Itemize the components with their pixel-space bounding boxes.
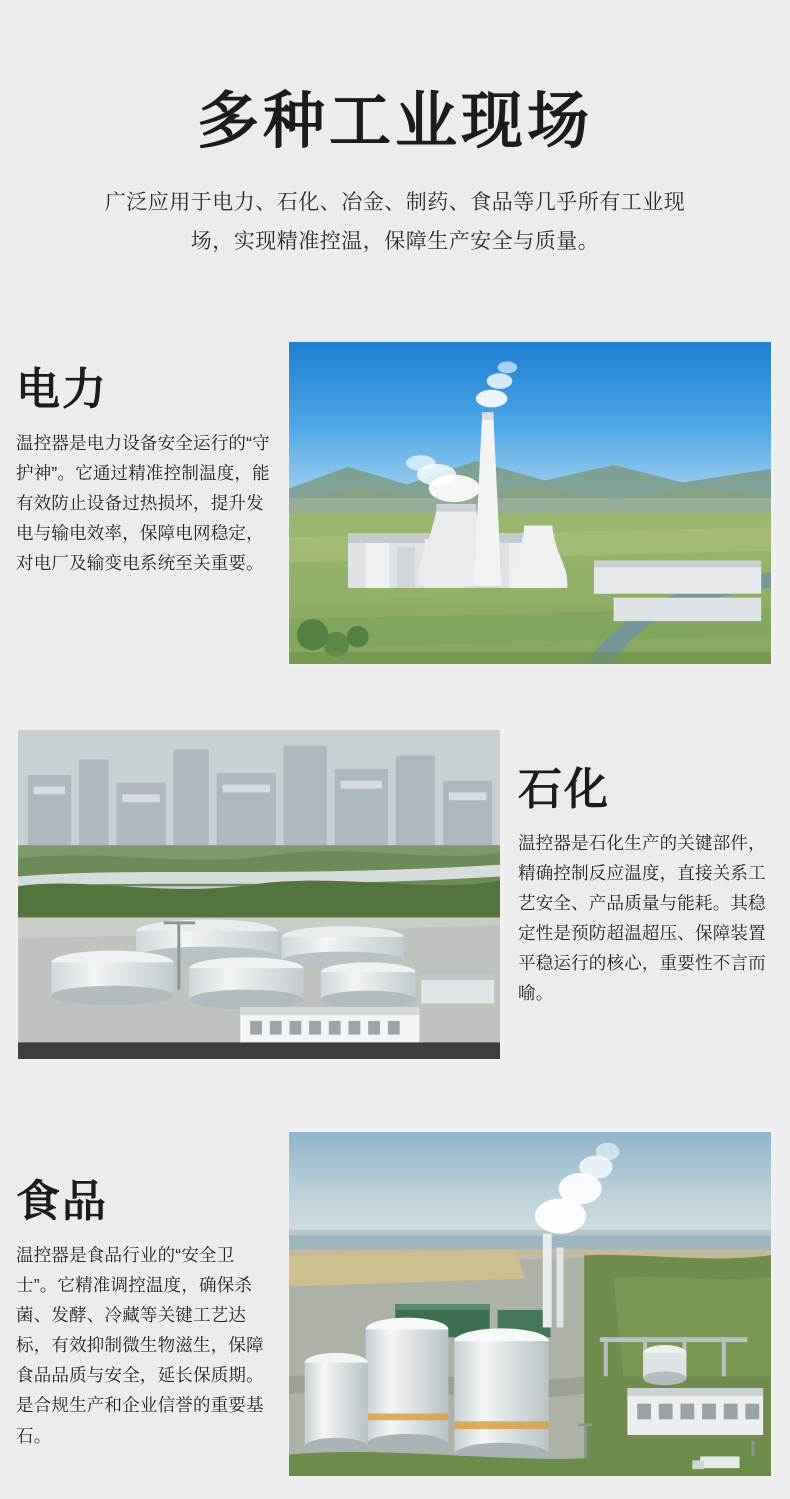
section-power-text — [16, 365, 272, 578]
section-petro-body: 温控器是石化生产的关键部件，精确控制反应温度，直接关系工艺安全、产品质量与能耗。其稳定性是预防超温超压、保障装置平稳运行的核心，重要性不言而喻。 — [518, 833, 766, 1004]
power-plant-artwork — [289, 342, 771, 664]
section-food-body: 温控器是食品行业的“安全卫士”。它精准调控温度，确保杀菌、发酵、冷藏等关键工艺达标，有效抑制微生物滋生，保障食品品质与安全，延长保质期。是合规生产和企业信誉的重要基石。 — [16, 1245, 264, 1446]
page-subtitle: 广泛应用于电力、石化、冶金、制药、食品等几乎所有工业现场，实现精准控温，保障生产安全与质量。 — [104, 191, 686, 254]
page-title: 多种工业现场 — [196, 87, 593, 156]
section-petro-title: 石化 — [518, 765, 610, 814]
section-petro — [0, 726, 790, 1063]
section-food-image — [285, 1128, 775, 1480]
section-food — [0, 1128, 790, 1480]
section-power-title: 电力 — [16, 365, 108, 414]
power-plant-photo — [289, 342, 771, 664]
section-petro-image — [14, 726, 504, 1063]
section-power-body: 温控器是电力设备安全运行的“守护神”。它通过精准控制温度，能有效防止设备过热损坏，提升发电与输电效率，保障电网稳定，对电厂及输变电系统至关重要。 — [16, 433, 270, 574]
food-plant-photo — [289, 1132, 771, 1476]
section-petro-text — [518, 765, 776, 1009]
petrochemical-artwork — [18, 730, 500, 1059]
section-power — [0, 338, 790, 668]
food-plant-artwork — [289, 1132, 771, 1476]
petrochemical-photo — [18, 730, 500, 1059]
section-food-title: 食品 — [16, 1177, 108, 1226]
section-power-image — [285, 338, 775, 668]
section-food-text — [16, 1177, 264, 1451]
page-header — [0, 0, 790, 262]
